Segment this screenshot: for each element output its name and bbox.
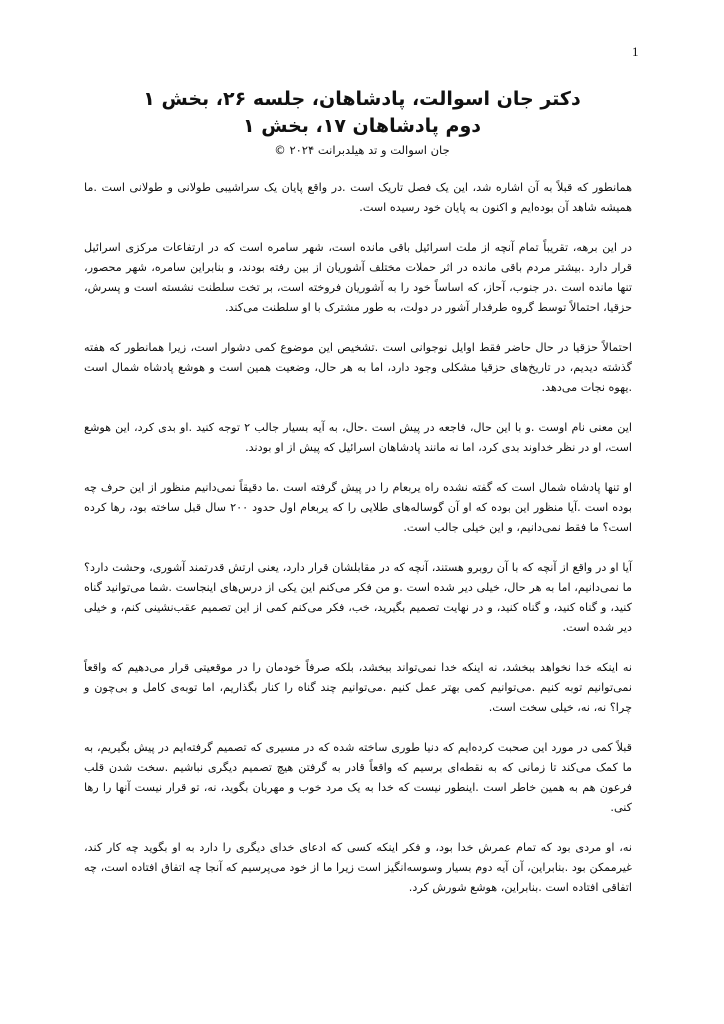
document-body (84, 178, 632, 918)
paragraph-9: نه، او مردی بود که تمام عمرش خدا بود، و فکر اینکه کسی که ادعای خدای دیگری را دارد به او بگوید چه کار کند، غیرممکن بود .بنابراین، آن آیه دوم بسیار وسوسه‌انگیز است زیرا ما از خود می‌پرسیم که آنجا چه اتفاق افتاده است، چه اتفاقی افتاده است .بنابراین، هوشع شورش کرد. (84, 841, 632, 894)
paragraph-7: نه اینکه خدا نخواهد ببخشد، نه اینکه خدا نمی‌تواند ببخشد، بلکه صرفاً خودمان را در موقعیتی قرار می‌دهیم که واقعاً نمی‌توانیم توبه کنیم .می‌توانیم کمی بهتر عمل کنیم .می‌توانیم چند گناه را کنار بگذاریم، اما توبه‌ی کامل و بی‌چون و چرا؟ نه، نه، خیلی سخت است. (84, 661, 632, 714)
paragraph-3: احتمالاً حزقیا در حال حاضر فقط اوایل نوجوانی است .تشخیص این موضوع کمی دشوار است، زیرا همانطور که هفته گذشته دیدیم، در تاریخ‌های حزقیا مشکلی وجود دارد، اما به هر حال، وضعیت همین است و هوشع پادشاه شمال است .یهوه نجات می‌دهد. (84, 341, 632, 394)
document-header (60, 86, 664, 160)
document-title: دکتر جان اسوالت، پادشاهان، جلسه ۲۶، بخش ۱ (143, 88, 581, 110)
paragraph-5: او تنها پادشاه شمال است که گفته نشده راه یربعام را در پیش گرفته است .ما دقیقاً نمی‌دانیم منظور از این حرف چه بوده است .آیا منظور این بوده که او آن گوساله‌های طلایی را که یربعام اول حدود ۲۰۰ سال قبل ساخته بود، رها کرده است؟ ما فقط نمی‌دانیم، و این خیلی جالب است. (84, 481, 633, 534)
paragraph-2: در این برهه، تقریباً تمام آنچه از ملت اسرائیل باقی مانده است، شهر سامره است که در ارتفاعات مرکزی اسرائیل قرار دارد .بیشتر مردم باقی مانده در اثر حملات مختلف آشوریان از بین رفته بودند، و بنابراین سامره، شهر محصور، تنها مانده است .در جنوب، آحاز، که اساساً خود را به آشوریان فروخته است، بر تخت سلطنت نشسته است و پسرش، حزقیا، احتمالاً توسط گروه طرفدار آشور در دولت، به طور مشترک با او سلطنت می‌کند. (84, 241, 632, 314)
author-copyright: جان اسوالت و تد هیلدبرانت ۲۰۲۴ © (274, 143, 450, 157)
paragraph-8: قبلاً کمی در مورد این صحبت کرده‌ایم که دنیا طوری ساخته شده که در مسیری که تصمیم گرفته‌ایم در پیش بگیریم، به ما کمک می‌کند تا زمانی که به نقطه‌ای برسیم که واقعاً قادر به گرفتن هیچ تصمیم دیگری نباشیم .سخت شدن قلب فرعون هم به همین خاطر است .اینطور نیست که خدا به یک مرد خوب و مهربان بگوید، نه، تو قرار نیست آنها را رها کنی. (84, 741, 632, 814)
paragraph-6: آیا او در واقع از آنچه که با آن روبرو هستند، آنچه که در مقابلشان قرار دارد، یعنی ارتش قدرتمند آشوری، وحشت دارد؟ ما نمی‌دانیم، اما به هر حال، خیلی دیر شده است .و من فکر می‌کنم این یکی از درس‌های اینجاست .شما می‌توانید گناه کنید، و گناه کنید، و گناه کنید، و در نهایت تصمیم بگیرید، خب، فکر می‌کنم کمی از این تصمیم عقب‌نشینی کنم، و خیلی دیر شده است. (84, 561, 632, 634)
document-subtitle-reference: دوم پادشاهان ۱۷، بخش ۱ (242, 115, 482, 137)
paragraph-1: همانطور که قبلاً به آن اشاره شد، این یک فصل تاریک است .در واقع پایان یک سراشیبی طولانی و طولانی است .ما همیشه شاهد آن بوده‌ایم و اکنون به پایان خود رسیده است. (84, 181, 632, 214)
paragraph-4: این معنی نام اوست .و با این حال، فاجعه در پیش است .حال، به آیه بسیار جالب ۲ توجه کنید .او بدی کرد، این هوشع است، او در نظر خداوند بدی کرد، اما نه مانند پادشاهان اسرائیل که پیش از او بودند. (84, 421, 632, 454)
page-number: 1 (632, 44, 639, 59)
